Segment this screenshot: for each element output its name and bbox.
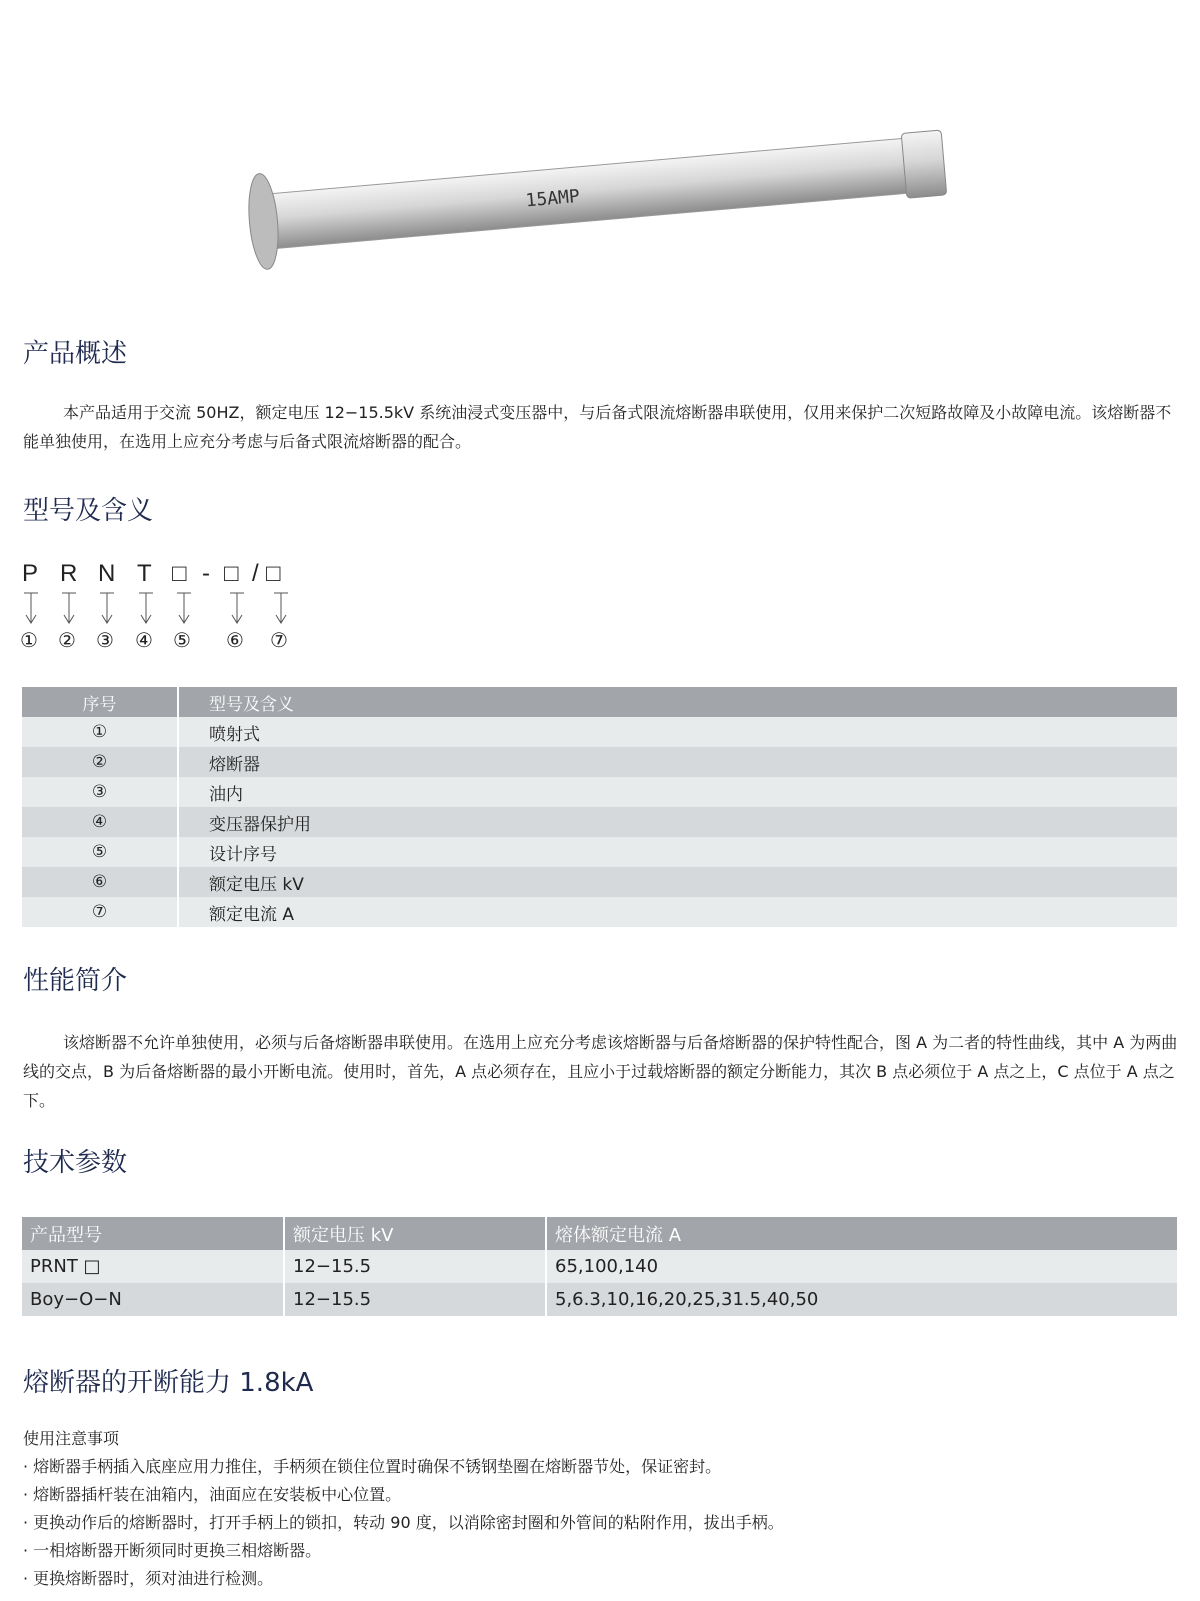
table-row: ① 喷射式 xyxy=(22,717,1178,747)
position-number: ② xyxy=(58,628,76,652)
arrow-down-icon xyxy=(21,592,41,626)
arrow-down-icon xyxy=(227,592,247,626)
table-row: ⑥ 额定电压 kV xyxy=(22,867,1178,897)
performance-text: 该熔断器不允许单独使用，必须与后备熔断器串联使用。在选用上应充分考虑该熔断器与后备熔断器的保护特性配合，图 A 为二者的特性曲线，其中 A 为两曲线的交点，B 为后备熔断器的最小开断电流。使用时，首先，A 点必须存在，且应小于过载熔断器的额定分断能力，其次 B 点必须位于 A 点之上，C 点位于 A 点之下。 xyxy=(23,1033,1178,1110)
performance-heading: 性能简介 xyxy=(23,966,128,996)
fuse-product-image xyxy=(240,110,970,270)
table-row: ② 熔断器 xyxy=(22,747,1178,777)
usage-notes xyxy=(23,1425,784,1593)
arrow-down-icon xyxy=(174,592,194,626)
notes-title: 使用注意事项 xyxy=(23,1429,120,1448)
position-number: ⑦ xyxy=(270,628,288,652)
table-row: ④ 变压器保护用 xyxy=(22,807,1178,837)
arrow-down-icon xyxy=(59,592,79,626)
note-item: · 一相熔断器开断须同时更换三相熔断器。 xyxy=(23,1541,322,1560)
note-item: · 熔断器插杆装在油箱内，油面应在安装板中心位置。 xyxy=(23,1485,402,1504)
tech-heading: 技术参数 xyxy=(23,1148,128,1178)
overview-text: 本产品适用于交流 50HZ，额定电压 12−15.5kV 系统油浸式变压器中，与后备式限流熔断器串联使用，仅用来保护二次短路故障及小故障电流。该熔断器不能单独使用，在选用上应充分考虑与后备式限流熔断器的配合。 xyxy=(23,403,1172,451)
position-number: ④ xyxy=(135,628,153,652)
model-meaning-table: 序号 型号及含义 ① 喷射式 ② 熔断器 ③ 油内 ④ 变压器保护用 ⑤ 设计序号 ⑥ 额定电压 kV ⑦ 额定电流 A xyxy=(22,687,1179,927)
note-item: · 更换熔断器时，须对油进行检测。 xyxy=(23,1569,274,1588)
table-row: Boy−O−N 12−15.5 5,6.3,10,16,20,25,31.5,40,50 xyxy=(22,1283,1178,1316)
table-row: ⑤ 设计序号 xyxy=(22,837,1178,867)
note-item: · 更换动作后的熔断器时，打开手柄上的锁扣，转动 90 度，以消除密封圈和外管间的粘附作用，拔出手柄。 xyxy=(23,1513,784,1532)
arrow-down-icon xyxy=(97,592,117,626)
model-heading: 型号及含义 xyxy=(23,496,154,526)
arrow-down-icon xyxy=(136,592,156,626)
position-number: ③ xyxy=(96,628,114,652)
note-item: · 熔断器手柄插入底座应用力推住，手柄须在锁住位置时确保不锈钢垫圈在熔断器节处，保证密封。 xyxy=(23,1457,722,1476)
position-number: ⑤ xyxy=(173,628,191,652)
table-row: ③ 油内 xyxy=(22,777,1178,807)
overview-heading: 产品概述 xyxy=(23,339,128,369)
breaking-capacity-heading: 熔断器的开断能力 1.8kA xyxy=(23,1368,314,1398)
table-row: PRNT □ 12−15.5 65,100,140 xyxy=(22,1250,1178,1283)
arrow-down-icon xyxy=(271,592,291,626)
table-row: ⑦ 额定电流 A xyxy=(22,897,1178,927)
position-number: ① xyxy=(20,628,38,652)
svg-text:15AMP: 15AMP xyxy=(524,185,581,212)
tech-params-table: 产品型号 额定电压 kV 熔体额定电流 A PRNT □ 12−15.5 65,100,140 Boy−O−N 12−15.5 5,6.3,10,16,20,25,31.5,40,50 xyxy=(22,1217,1179,1316)
position-number: ⑥ xyxy=(226,628,244,652)
